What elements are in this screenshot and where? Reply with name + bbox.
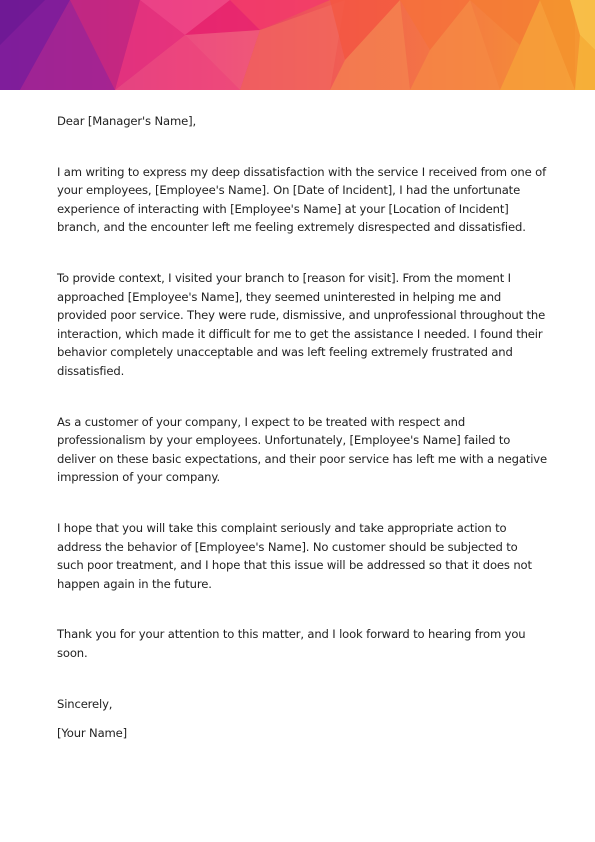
letter-body bbox=[57, 112, 547, 743]
salutation: Dear [Manager's Name], bbox=[57, 114, 196, 128]
paragraph-intro: I am writing to express my deep dissatisfaction with the service I received from one of your employees, [Employee's Name]. On [Date of Incident], I had the unfortunate experience of interacting with [Employee's Name] at your [Location of Incident] branch, and the encounter left me feeling extremely disrespected and dissatisfied. bbox=[57, 164, 547, 235]
paragraph-expectations: As a customer of your company, I expect to be treated with respect and professionalism by your employees. Unfortunately, [Employee's Name] failed to deliver on these basic expectations, and their poor service has left me with a negative impression of your company. bbox=[57, 414, 547, 485]
paragraph-request: I hope that you will take this complaint seriously and take appropriate action to address the behavior of [Employee's Name]. No customer should be subjected to such poor treatment, and I hope that this issue will be addressed so that it does not happen again in the future. bbox=[57, 520, 532, 591]
geometric-banner-graphic bbox=[0, 0, 595, 90]
paragraph-thanks: Thank you for your attention to this matter, and I look forward to hearing from you soon. bbox=[57, 627, 526, 660]
closing: Sincerely, bbox=[57, 697, 113, 712]
paragraph-context: To provide context, I visited your branch to [reason for visit]. From the moment I approached [Employee's Name], they seemed uninterested in helping me and provided poor service. They were rude, dismissive, and unprofessional throughout the interaction, which made it difficult for me to get the assistance I needed. I found their behavior completely unacceptable and was left feeling extremely frustrated and dissatisfied. bbox=[57, 270, 546, 378]
signature: [Your Name] bbox=[57, 726, 128, 741]
header-banner bbox=[0, 0, 595, 90]
